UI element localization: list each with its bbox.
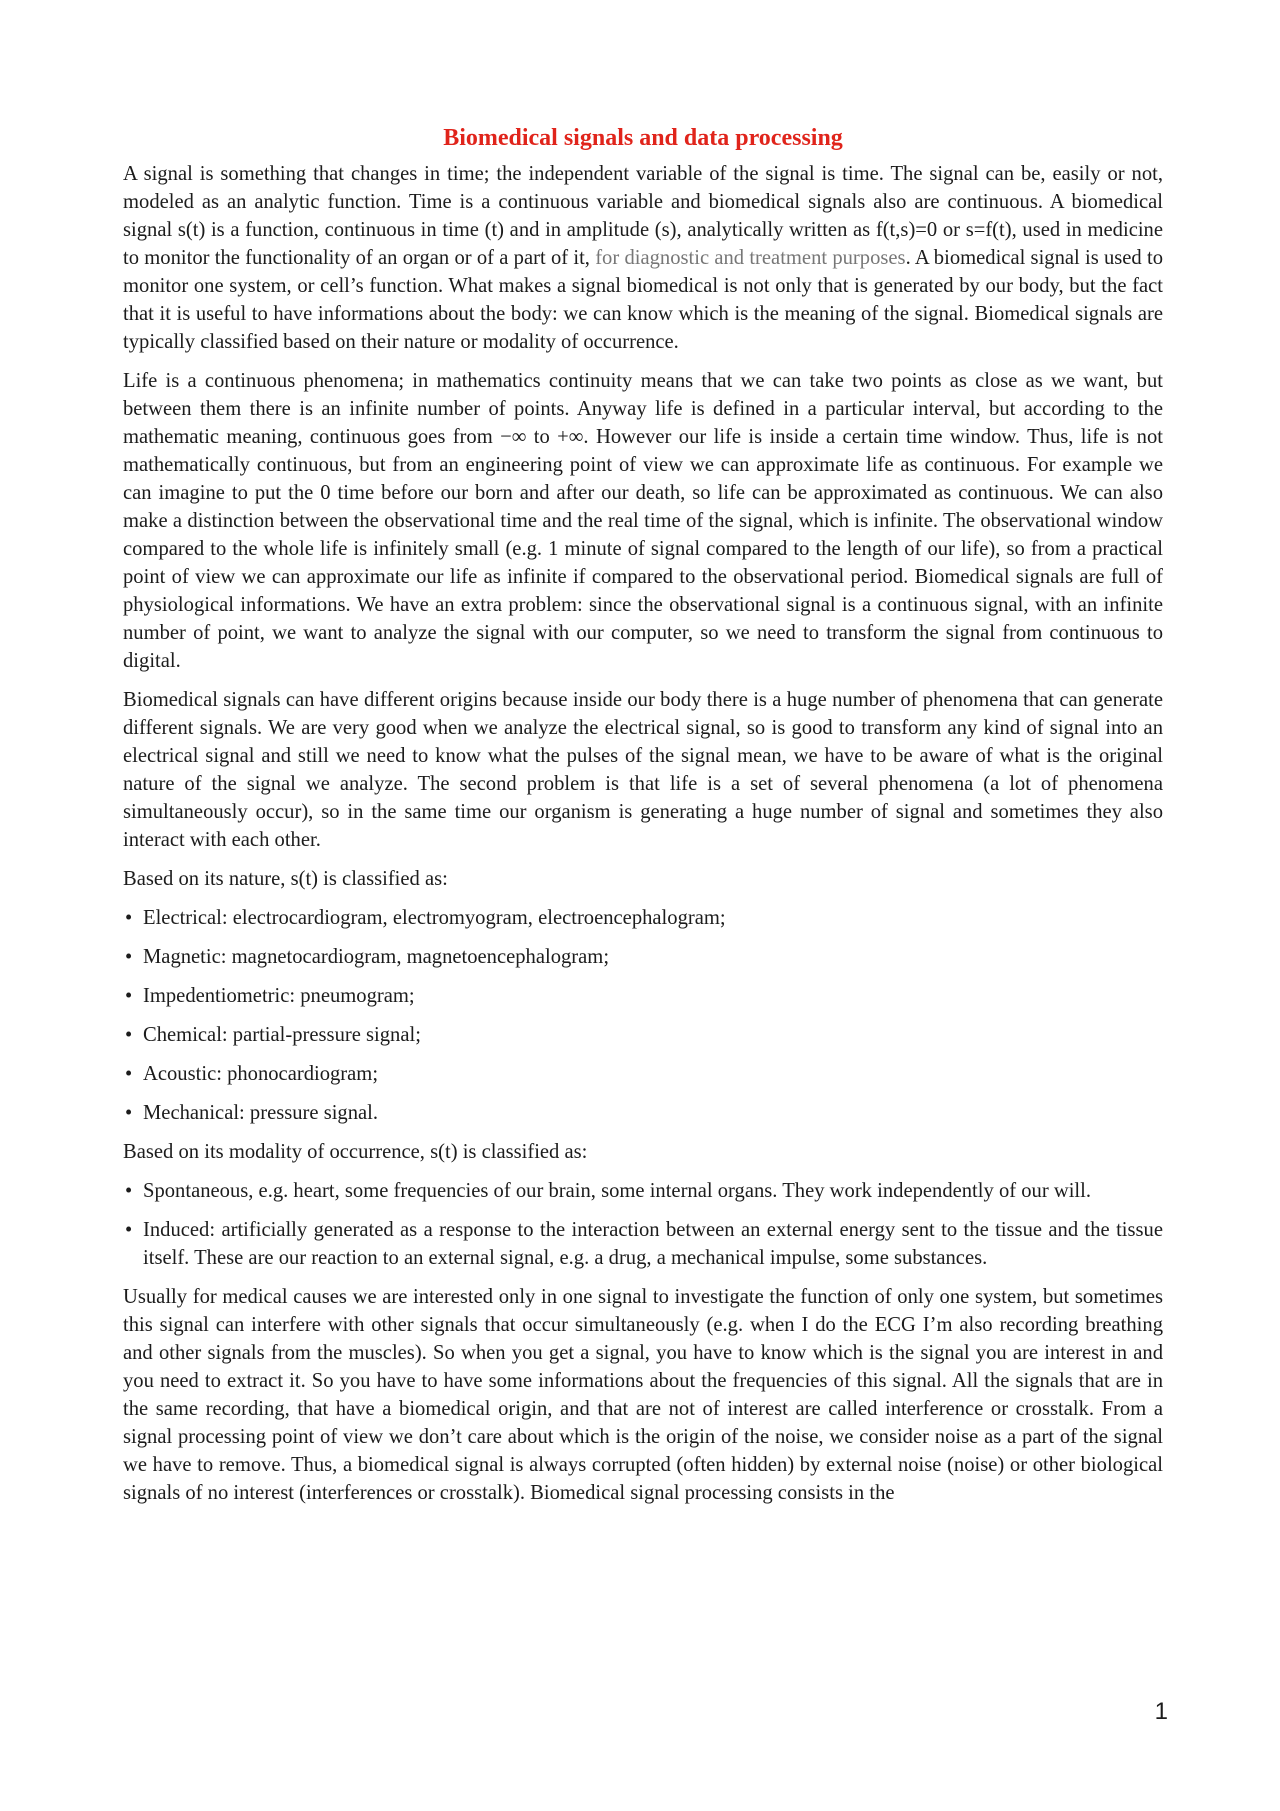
list-item: • Induced: artificially generated as a response to the interaction between an external energy sent to the tissue and the tissue itself. These are our reaction to an external signal, e.g. a drug, a mechanical impulse, some substances.	[123, 1216, 1163, 1272]
paragraph-life-continuity: Life is a continuous phenomena; in mathematics continuity means that we can take two points as close as we want, but between them there is an infinite number of points. Anyway life is defined in a particular interval, but according to the mathematic meaning, continuous goes from −∞ to +∞. However our life is inside a certain time window. Thus, life is not mathematically continuous, but from an engineering point of view we can approximate life as continuous. For example we can imagine to put the 0 time before our born and after our death, so life can be approximated as continuous. We can also make a distinction between the observational time and the real time of the signal, which is infinite. The observational window compared to the whole life is infinitely small (e.g. 1 minute of signal compared to the length of our life), so from a practical point of view we can approximate our life as infinite if compared to the observational period. Biomedical signals are full of physiological informations. We have an extra problem: since the observational signal is a continuous signal, with an infinite number of point, we want to analyze the signal with our computer, so we need to transform the signal from continuous to digital.	[123, 370, 1163, 672]
page-number: 1	[1154, 1698, 1168, 1725]
list-item: • Acoustic: phonocardiogram;	[123, 1060, 1163, 1088]
page-content	[123, 122, 1163, 1518]
list-item: • Impedentiometric: pneumogram;	[123, 982, 1163, 1010]
paragraph-text: A signal is something that changes in time; the independent variable of the signal is time. The signal can be, easily or not, modeled as an analytic function. Time is a continuous variable and biomedical signals also are continuous. A biomedical signal s(t) is a function, continuous in time (t) and in amplitude (s), analytically written as f(t,s)=0 or s=f(t), used in medicine to monitor the functionality of an organ or of a part of it,	[123, 163, 1163, 269]
nature-list	[123, 904, 1163, 1127]
list-item: • Mechanical: pressure signal.	[123, 1099, 1163, 1127]
paragraph-interference: Usually for medical causes we are interested only in one signal to investigate the function of only one system, but sometimes this signal can interfere with other signals that occur simultaneously (e.g. when I do the ECG I’m also recording breathing and other signals from the muscles). So when you get a signal, you have to know which is the signal you are interest in and you need to extract it. So you have to have some informations about the frequencies of this signal. All the signals that are in the same recording, that have a biomedical origin, and that are not of interest are called interference or crosstalk. From a signal processing point of view we don’t care about which is the origin of the noise, we consider noise as a part of the signal we have to remove. Thus, a biomedical signal is always corrupted (often hidden) by external noise (noise) or other biological signals of no interest (interferences or crosstalk). Biomedical signal processing consists in the	[123, 1286, 1163, 1504]
paragraph-signal-definition	[123, 160, 1163, 356]
paragraph-text: . A biomedical signal is used to monitor one system, or cell’s function. What makes a signal biomedical is not only that is generated by our body, but the fact that it is useful to have informations about the body: we can know which is the meaning of the signal. Biomedical signals are typically classified based on their nature or modality of occurrence.	[123, 247, 1163, 353]
modality-intro: Based on its modality of occurrence, s(t) is classified as:	[123, 1141, 588, 1163]
highlighted-phrase: for diagnostic and treatment purposes	[595, 247, 906, 269]
modality-list	[123, 1177, 1163, 1272]
list-item: • Magnetic: magnetocardiogram, magnetoencephalogram;	[123, 943, 1163, 971]
nature-intro: Based on its nature, s(t) is classified as:	[123, 868, 448, 890]
list-item: • Spontaneous, e.g. heart, some frequencies of our brain, some internal organs. They work independently of our will.	[123, 1177, 1163, 1205]
list-item: • Chemical: partial-pressure signal;	[123, 1021, 1163, 1049]
page-title: Biomedical signals and data processing	[443, 125, 843, 151]
paragraph-signal-origins: Biomedical signals can have different origins because inside our body there is a huge number of phenomena that can generate different signals. We are very good when we analyze the electrical signal, so is good to transform any kind of signal into an electrical signal and still we need to know what the pulses of the signal mean, we have to be aware of what is the original nature of the signal we analyze. The second problem is that life is a set of several phenomena (a lot of phenomena simultaneously occur), so in the same time our organism is generating a huge number of signal and sometimes they also interact with each other.	[123, 689, 1163, 851]
list-item: • Electrical: electrocardiogram, electromyogram, electroencephalogram;	[123, 904, 1163, 932]
